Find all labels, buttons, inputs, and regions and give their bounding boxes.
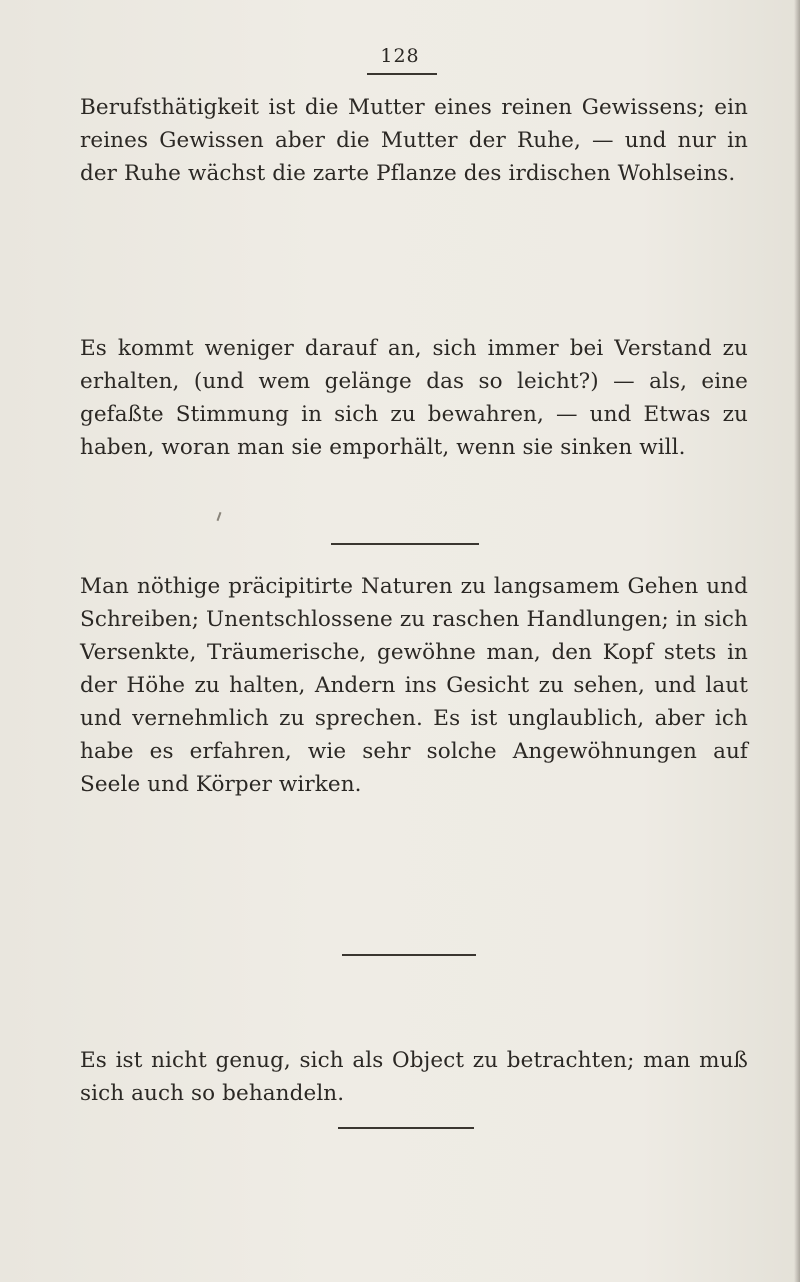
page-edge-shadow xyxy=(794,0,800,1282)
stray-mark xyxy=(217,512,222,521)
page-number-underline xyxy=(367,73,437,75)
page-number: 128 xyxy=(380,45,420,67)
section-divider-3 xyxy=(338,1127,474,1129)
section-divider-1 xyxy=(331,543,479,545)
paragraph-3: Man nöthige präcipitirte Naturen zu langsamem Gehen und Schreiben; Unentschlossene zu raschen Handlungen; in sich Versenkte, Träumerische, gewöhne man, den Kopf stets in der Höhe zu halten, Andern ins Gesicht zu sehen, und laut und vernehmlich zu sprechen. Es ist unglaublich, aber ich habe es erfahren, wie sehr solche Angewöhnungen auf Seele und Körper wirken. xyxy=(80,574,748,797)
section-divider-2 xyxy=(342,954,476,956)
paragraph-2: Es kommt weniger darauf an, sich immer bei Verstand zu erhalten, (und wem gelänge das so leicht?) — als, eine gefaßte Stimmung in sich zu bewahren, — und Etwas zu haben, woran man sie emporhält, wenn sie sinken will. xyxy=(80,336,748,460)
paragraph-1: Berufsthätigkeit ist die Mutter eines reinen Gewissens; ein reines Gewissen aber die Mutter der Ruhe, — und nur in der Ruhe wächst die zarte Pflanze des irdischen Wohlseins. xyxy=(80,95,748,186)
paragraph-4: Es ist nicht genug, sich als Object zu betrachten; man muß sich auch so behandeln. xyxy=(80,1048,748,1106)
